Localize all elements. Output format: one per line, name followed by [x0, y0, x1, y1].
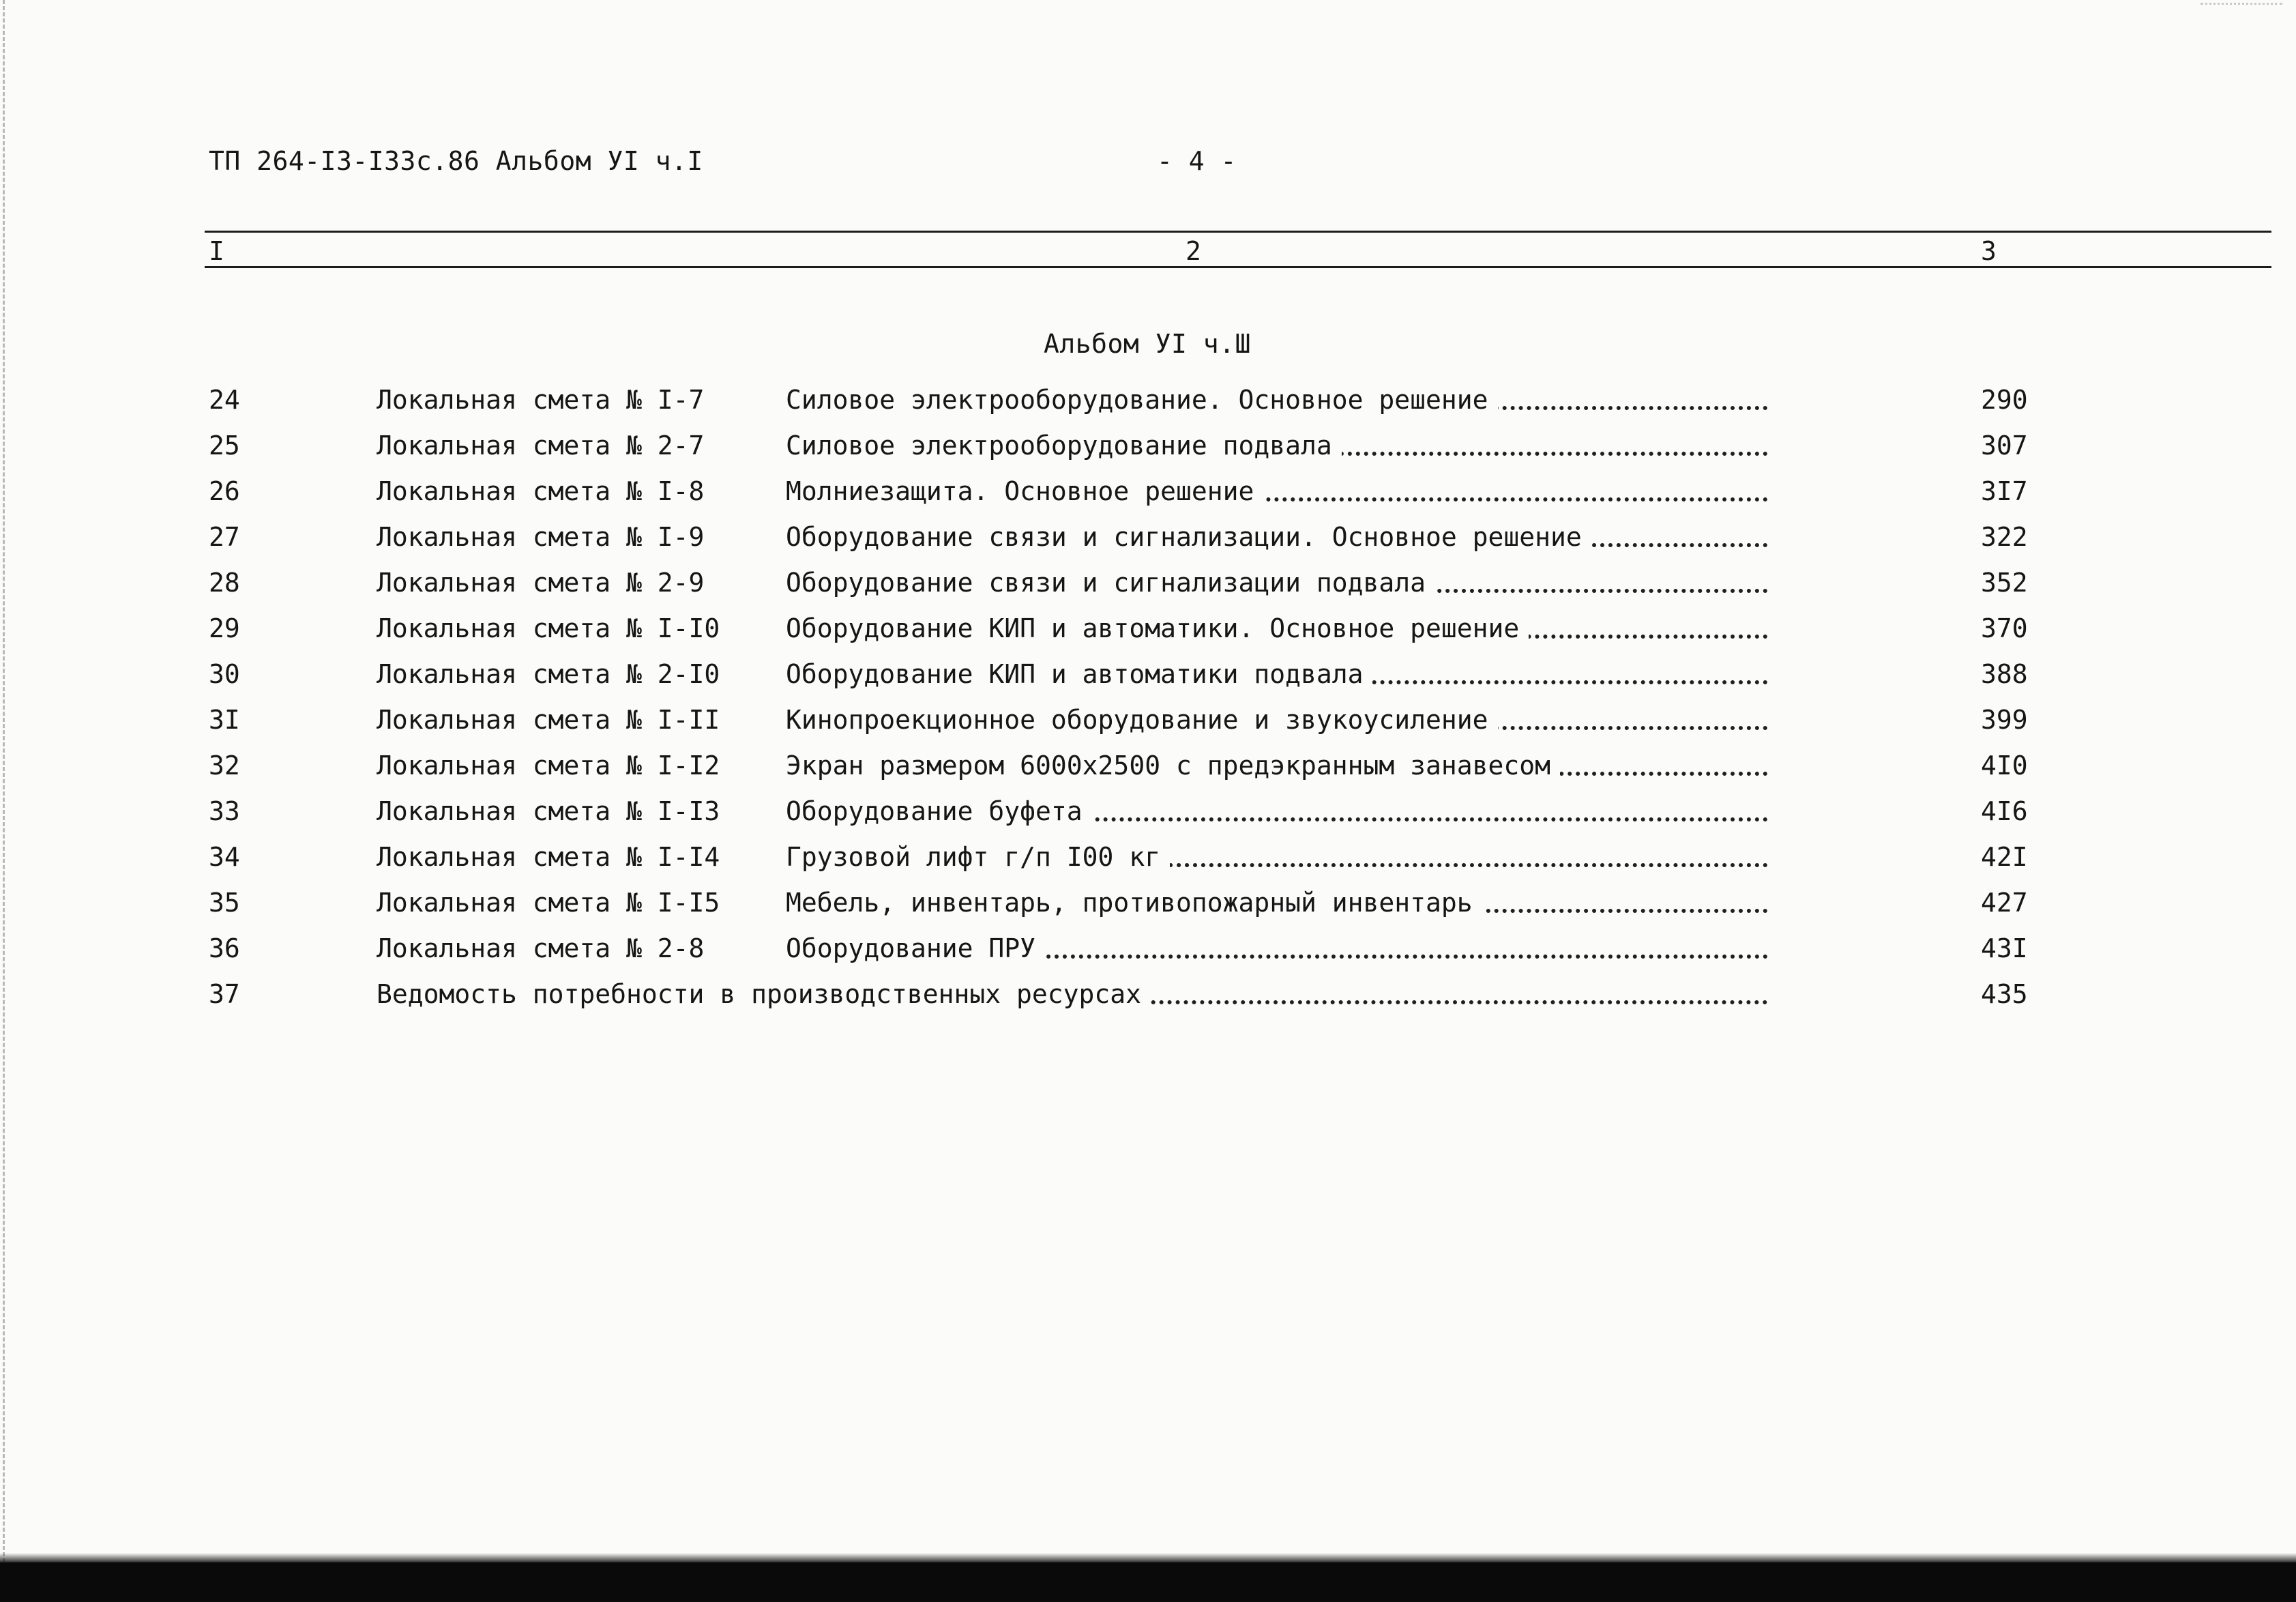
row-number: 34 — [209, 842, 240, 872]
table-row — [0, 888, 2296, 929]
row-title-cell — [786, 842, 1768, 872]
row-title: Оборудование связи и сигнализации. Основное решение — [786, 522, 1591, 552]
row-document-ref: Локальная смета № 2-8 — [377, 933, 705, 963]
row-page-number: 290 — [1981, 385, 2028, 415]
table-row — [0, 842, 2296, 883]
row-title: Оборудование связи и сигнализации подвала — [786, 568, 1435, 598]
row-number: 25 — [209, 431, 240, 461]
row-title: Экран размером 6000х2500 с предэкранным занавесом — [786, 751, 1560, 781]
row-number: 29 — [209, 613, 240, 643]
scan-bottom-band — [0, 1562, 2296, 1602]
row-number: 26 — [209, 476, 240, 506]
row-page-number: 388 — [1981, 659, 2028, 689]
row-title: Оборудование ПРУ — [786, 933, 1045, 963]
table-row — [0, 979, 2296, 1020]
row-number: 27 — [209, 522, 240, 552]
row-title-cell — [377, 979, 1768, 1009]
row-title-cell — [786, 705, 1768, 735]
row-title-cell — [786, 385, 1768, 415]
row-title-cell — [786, 613, 1768, 643]
table-row — [0, 933, 2296, 974]
table-row — [0, 751, 2296, 791]
row-page-number: 352 — [1981, 568, 2028, 598]
row-page-number: 307 — [1981, 431, 2028, 461]
row-title: Мебель, инвентарь, противопожарный инвентарь — [786, 888, 1482, 918]
row-title-cell — [786, 888, 1768, 918]
row-title-cell — [786, 796, 1768, 826]
row-title: Ведомость потребности в производственных ресурсах — [377, 979, 1151, 1009]
row-title: Оборудование КИП и автоматики. Основное решение — [786, 613, 1529, 643]
row-title-cell — [786, 431, 1768, 461]
table-row — [0, 431, 2296, 471]
row-page-number: 4I0 — [1981, 751, 2028, 781]
row-title-cell — [786, 751, 1768, 781]
row-title-cell — [786, 568, 1768, 598]
row-page-number: 399 — [1981, 705, 2028, 735]
row-page-number: 43I — [1981, 933, 2028, 963]
table-row — [0, 568, 2296, 609]
table-row — [0, 385, 2296, 426]
row-page-number: 3I7 — [1981, 476, 2028, 506]
column-number-2: 2 — [1186, 236, 1202, 266]
row-number: 28 — [209, 568, 240, 598]
column-number-3: 3 — [1981, 236, 1997, 266]
scan-shadow — [0, 1553, 2296, 1562]
row-document-ref: Локальная смета № I-I3 — [377, 796, 720, 826]
table-row — [0, 613, 2296, 654]
row-number: 30 — [209, 659, 240, 689]
row-number: 35 — [209, 888, 240, 918]
row-number: 32 — [209, 751, 240, 781]
row-page-number: 42I — [1981, 842, 2028, 872]
row-title: Оборудование буфета — [786, 796, 1092, 826]
row-document-ref: Локальная смета № I-7 — [377, 385, 705, 415]
row-page-number: 322 — [1981, 522, 2028, 552]
row-document-ref: Локальная смета № 2-I0 — [377, 659, 720, 689]
row-number: 33 — [209, 796, 240, 826]
row-page-number: 370 — [1981, 613, 2028, 643]
row-document-ref: Локальная смета № I-I0 — [377, 613, 720, 643]
row-document-ref: Локальная смета № 2-7 — [377, 431, 705, 461]
row-number: 37 — [209, 979, 240, 1009]
row-title-cell — [786, 476, 1768, 506]
table-row — [0, 659, 2296, 700]
row-title: Силовое электрооборудование подвала — [786, 431, 1342, 461]
row-page-number: 435 — [1981, 979, 2028, 1009]
row-document-ref: Локальная смета № I-I2 — [377, 751, 720, 781]
row-title: Молниезащита. Основное решение — [786, 476, 1263, 506]
table-row — [0, 796, 2296, 837]
table-row — [0, 522, 2296, 563]
row-title-cell — [786, 933, 1768, 963]
section-title: Альбом УI ч.Ш — [1044, 329, 1251, 359]
row-document-ref: Локальная смета № I-8 — [377, 476, 705, 506]
row-title-cell — [786, 659, 1768, 689]
column-number-1: I — [209, 236, 225, 266]
row-title: Кинопроекционное оборудование и звукоусиление — [786, 705, 1498, 735]
row-title: Силовое электрооборудование. Основное решение — [786, 385, 1498, 415]
row-document-ref: Локальная смета № I-II — [377, 705, 720, 735]
row-document-ref: Локальная смета № I-9 — [377, 522, 705, 552]
table-row — [0, 476, 2296, 517]
row-title: Грузовой лифт г/п I00 кг — [786, 842, 1170, 872]
row-page-number: 427 — [1981, 888, 2028, 918]
table-row — [0, 705, 2296, 746]
row-number: 36 — [209, 933, 240, 963]
row-number: 3I — [209, 705, 240, 735]
document-code: ТП 264-I3-I33с.86 Альбом УI ч.I — [209, 146, 703, 176]
row-page-number: 4I6 — [1981, 796, 2028, 826]
row-document-ref: Локальная смета № I-I4 — [377, 842, 720, 872]
row-document-ref: Локальная смета № 2-9 — [377, 568, 705, 598]
row-document-ref: Локальная смета № I-I5 — [377, 888, 720, 918]
page-number: - 4 - — [1157, 146, 1237, 176]
row-number: 24 — [209, 385, 240, 415]
row-title: Оборудование КИП и автоматики подвала — [786, 659, 1372, 689]
row-title-cell — [786, 522, 1768, 552]
